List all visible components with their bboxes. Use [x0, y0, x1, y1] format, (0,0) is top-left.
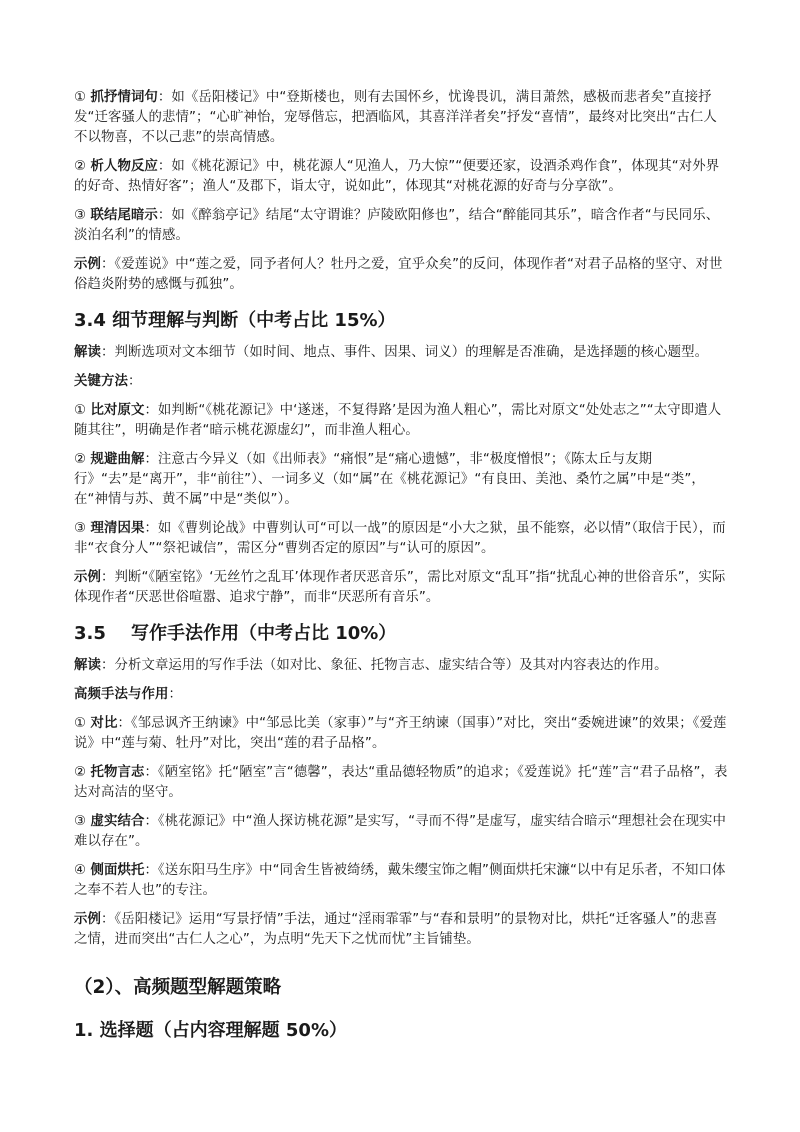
method-item-2: ② 规避曲解：注意古今异义（如《出师表》“痛恨”是“痛心遗憾”，非“极度憎恨”；《陈太丘与友期行》“去”是“离开”，非“前往”）、一词多义（如“属”在《桃花源记》“有良田、美池、桑竹之属”中是“类”，在“神情与苏、黄不属”中是“类似”）。	[74, 452, 705, 507]
method-item-2: ② 托物言志：《陋室铭》托“陋室”言“德馨”，表达“重品德轻物质”的追求；《爱莲说》托“莲”言“君子品格”，表达对高洁的坚守。	[74, 765, 728, 800]
method-item-3: ③ 虚实结合：《桃花源记》中“渔人探访桃花源”是实写，“寻而不得”是虚写，虚实结合暗示“理想社会在现实中难以存在”。	[74, 814, 727, 849]
subsection-heading-choice: 1. 选择题（占内容理解题 50%）	[74, 1020, 347, 1041]
section-intro: 解读：分析文章运用的写作手法（如对比、象征、托物言志、虚实结合等）及其对内容表达的作用。	[74, 658, 668, 673]
method-item-1: ① 比对原文：如判断“《桃花源记》中‘遂迷，不复得路’是因为渔人粗心”，需比对原文“处处志之”“太守即遣人随其往”，明确是作者“暗示桃花源虚幻”，而非渔人粗心。	[74, 403, 722, 438]
method-item-2: ② 析人物反应：如《桃花源记》中，桃花源人“见渔人，乃大惊”“便要还家，设酒杀鸡作食”，体现其“对外界的好奇、热情好客”；渔人“及郡下，诣太守，说如此”，体现其“对桃花源的好奇与分享欲”。	[74, 159, 720, 194]
example-paragraph: 示例：判断“《陋室铭》‘无丝竹之乱耳’体现作者厌恶音乐”，需比对原文“乱耳”指“扰乱心神的世俗音乐”，实际体现作者“厌恶世俗喧嚣、追求宁静”，而非“厌恶所有音乐”。	[74, 570, 726, 605]
method-term: 联结尾暗示	[90, 208, 158, 223]
method-term: 抓抒情词句	[90, 90, 158, 105]
section-heading-3-4: 3.4 细节理解与判断（中考占比 15%）	[74, 310, 396, 331]
document-page	[74, 88, 730, 1053]
method-item-1: ① 抓抒情词句：如《岳阳楼记》中“登斯楼也，则有去国怀乡，忧谗畏讥，满目萧然，感极而悲者矣”直接抒发“迁客骚人的悲情”；“心旷神怡，宠辱偕忘，把酒临风，其喜洋洋者矣”抒发“喜情”，最终对比突出“古仁人不以物喜，不以己悲”的崇高情感。	[74, 90, 717, 145]
method-item-3: ③ 联结尾暗示：如《醉翁亭记》结尾“太守谓谁？庐陵欧阳修也”，结合“醉能同其乐”，暗含作者“与民同乐、淡泊名利”的情感。	[74, 208, 720, 243]
section-emotion-methods	[74, 88, 730, 295]
method-item-4: ④ 侧面烘托：《送东阳马生序》中“同舍生皆被绮绣，戴朱缨宝饰之帽”侧面烘托宋濂“以中有足乐者，不知口体之奉不若人也”的专注。	[74, 863, 726, 898]
method-term: 析人物反应	[90, 159, 158, 174]
part-heading: （2）、高频题型解题策略	[74, 977, 282, 998]
section-heading-3-5: 3.5 写作手法作用（中考占比 10%）	[74, 623, 397, 644]
example-paragraph: 示例：《爱莲说》中“莲之爱，同予者何人？牡丹之爱，宜乎众矣”的反问，体现作者“对君子品格的坚守、对世俗趋炎附势的感慨与孤独”。	[74, 257, 723, 292]
section-intro: 解读：判断选项对文本细节（如时间、地点、事件、因果、词义）的理解是否准确，是选择题的核心题型。	[74, 345, 709, 360]
method-item-3: ③ 理清因果：如《曹刿论战》中曹刿认可“可以一战”的原因是“小大之狱，虽不能察，必以情”（取信于民），而非“衣食分人”“祭祀诚信”，需区分“曹刿否定的原因”与“认可的原因”。	[74, 521, 726, 556]
example-term: 示例	[74, 257, 101, 272]
example-paragraph: 示例：《岳阳楼记》运用“写景抒情”手法，通过“淫雨霏霏”与“春和景明”的景物对比，烘托“迁客骚人”的悲喜之情，进而突出“古仁人之心”，为点明“先天下之忧而忧”主旨铺垫。	[74, 912, 718, 947]
methods-label: 关键方法：	[74, 374, 142, 389]
method-item-1: ① 对比：《邹忌讽齐王纳谏》中“邹忌比美（家事）”与“齐王纳谏（国事）”对比，突出“委婉进谏”的效果；《爱莲说》中“莲与菊、牡丹”对比，突出“莲的君子品格”。	[74, 716, 727, 751]
methods-label: 高频手法与作用：	[74, 687, 182, 702]
